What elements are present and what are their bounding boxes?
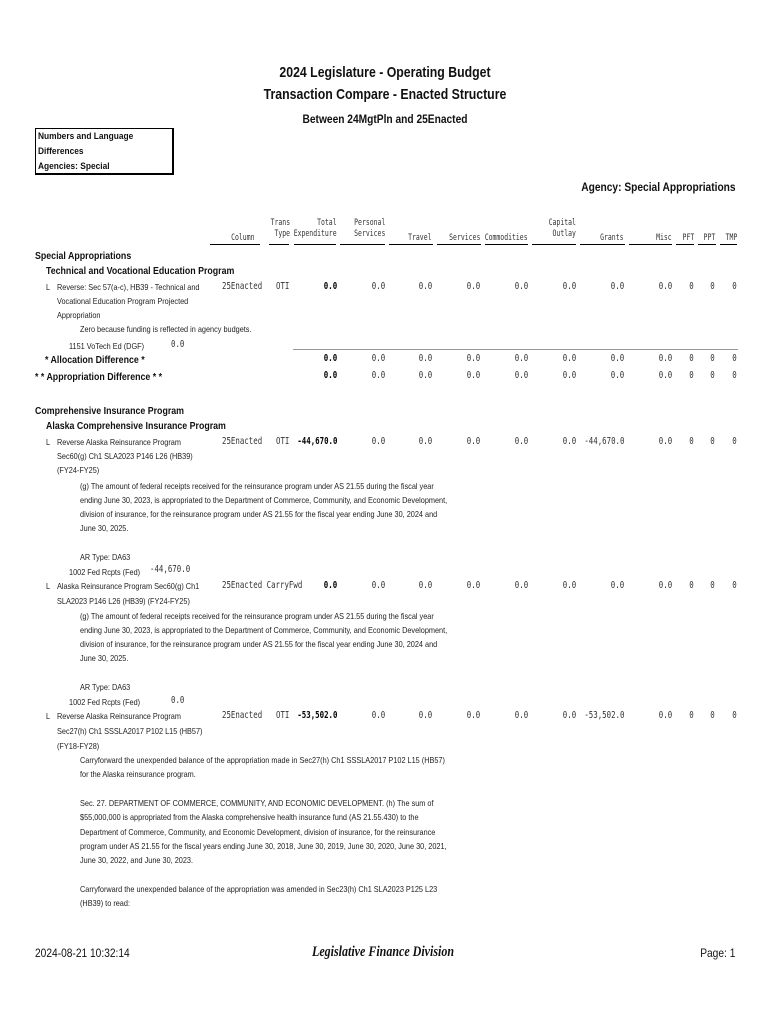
footer-timestamp: 2024-08-21 10:32:14 [35, 946, 130, 960]
fund-label: 1151 VoTech Ed (DGF) [69, 341, 145, 351]
value-cell: 0.0 [610, 353, 624, 364]
ar-type: AR Type: DA63 [80, 552, 131, 562]
tx-para-line: for the Alaska reinsurance program. [80, 769, 196, 779]
value-cell: 0.0 [610, 370, 624, 381]
header-underline [340, 244, 385, 245]
filter-line-1: Numbers and Language [38, 131, 134, 142]
footer-page: Page: 1 [699, 946, 735, 960]
value-cell: 0.0 [466, 710, 480, 721]
appropriation-difference-label: * * Appropriation Difference * * [35, 371, 163, 383]
tx-type: OTI [276, 281, 290, 292]
col-column: Column [231, 233, 255, 243]
value-cell: 0.0 [371, 353, 385, 364]
tx-para-line: $55,000,000 is appropriated from the Alaska comprehensive health insurance fund (AS 21.55.430) to the [80, 812, 419, 822]
tx-desc: Sec60(g) Ch1 SLA2023 P146 L26 (HB39) [57, 451, 193, 461]
value-cell: 0 [689, 710, 694, 721]
header-underline [294, 244, 336, 245]
value-cell: 0.0 [418, 580, 432, 591]
header-underline [580, 244, 625, 245]
header-underline [698, 244, 716, 245]
value-cell: -53,502.0 [583, 710, 624, 721]
value-cell: 0.0 [466, 281, 480, 292]
tx-type: OTI [276, 710, 290, 721]
tx-desc: (FY24-FY25) [57, 465, 100, 475]
value-cell: -44,670.0 [296, 436, 337, 447]
value-cell: 0 [732, 370, 737, 381]
report-title-line1: 2024 Legislature - Operating Budget [279, 64, 491, 81]
value-cell: 0.0 [658, 353, 672, 364]
value-cell: 0.0 [610, 580, 624, 591]
col-outlay-label: Outlay [552, 229, 576, 239]
value-cell: 0.0 [658, 710, 672, 721]
col-travel: Travel [408, 233, 432, 243]
value-cell: 0.0 [514, 281, 528, 292]
col-commodities: Commodities [485, 233, 528, 243]
tx-note: Zero because funding is reflected in agency budgets. [80, 324, 252, 334]
value-cell: 0 [732, 281, 737, 292]
col-misc: Misc [656, 233, 672, 243]
footer-division: Legislative Finance Division [312, 944, 454, 960]
tx-desc: (FY18-FY28) [57, 741, 100, 751]
value-cell: 0.0 [418, 281, 432, 292]
line-flag: L [46, 711, 51, 721]
value-cell: 0.0 [323, 580, 337, 591]
col-expenditure-label: Expenditure [294, 229, 337, 239]
fund-label: 1002 Fed Rcpts (Fed) [69, 697, 141, 707]
value-cell: 0.0 [466, 436, 480, 447]
value-cell: 0 [689, 370, 694, 381]
subtotal-rule [293, 349, 738, 350]
section-special-appropriations: Special Appropriations [35, 250, 132, 262]
ar-type: AR Type: DA63 [80, 682, 131, 692]
value-cell: 0.0 [418, 710, 432, 721]
value-cell: 0 [689, 353, 694, 364]
allocation-acip: Alaska Comprehensive Insurance Program [46, 420, 226, 432]
value-cell: 0 [710, 353, 715, 364]
tx-para-line: June 30, 2025. [80, 523, 129, 533]
value-cell: 0 [710, 710, 715, 721]
tx-para-line: ending June 30, 2023, is appropriated to the Department of Commerce, Community, and Economic Development, [80, 625, 448, 635]
value-cell: 0 [710, 370, 715, 381]
filter-line-3: Agencies: Special [38, 161, 110, 172]
tx-para-line: (HB39) to read: [80, 898, 130, 908]
section-cip: Comprehensive Insurance Program [35, 405, 185, 417]
col-tmp: TMP [725, 233, 737, 243]
tx-column: 25Enacted [222, 436, 263, 447]
value-cell: 0.0 [610, 281, 624, 292]
value-cell: 0.0 [323, 353, 337, 364]
value-cell: 0.0 [514, 580, 528, 591]
col-services: Services [448, 233, 480, 243]
header-underline [437, 244, 481, 245]
value-cell: 0.0 [514, 710, 528, 721]
tx-column: 25Enacted CarryFwd [222, 580, 303, 591]
value-cell: 0.0 [562, 281, 576, 292]
value-cell: 0.0 [371, 281, 385, 292]
col-total-label: Total [317, 218, 337, 228]
col-capital-label: Capital [548, 218, 576, 228]
value-cell: 0 [689, 281, 694, 292]
col-capital-outlay [549, 218, 576, 240]
value-cell: 0.0 [466, 353, 480, 364]
report-subtitle: Between 24MgtPln and 25Enacted [302, 112, 468, 126]
header-underline [629, 244, 672, 245]
value-cell: 0.0 [562, 580, 576, 591]
tx-desc: Reverse Alaska Reinsurance Program [57, 711, 181, 721]
value-cell: 0.0 [658, 370, 672, 381]
col-grants: Grants [600, 233, 624, 243]
tx-desc: SLA2023 P146 L26 (HB39) (FY24-FY25) [57, 596, 190, 606]
tx-para-line: (g) The amount of federal receipts received for the reinsurance program under AS 21.55 during the fiscal year [80, 611, 434, 621]
col-pft: PFT [682, 233, 694, 243]
header-underline [532, 244, 576, 245]
value-cell: 0.0 [466, 370, 480, 381]
fund-value: 0.0 [171, 339, 185, 350]
value-cell: 0 [689, 436, 694, 447]
value-cell: 0.0 [514, 370, 528, 381]
tx-para-line: division of insurance, for the reinsurance program under AS 21.55 for the fiscal year ending June 30, 2024 and [80, 639, 438, 649]
value-cell: 0.0 [418, 436, 432, 447]
value-cell: 0.0 [371, 436, 385, 447]
tx-para-line: Sec. 27. DEPARTMENT OF COMMERCE, COMMUNITY, AND ECONOMIC DEVELOPMENT. (h) The sum of [80, 798, 434, 808]
value-cell: -44,670.0 [583, 436, 624, 447]
header-underline [389, 244, 433, 245]
tx-column: 25Enacted [222, 281, 263, 292]
tx-column: 25Enacted [222, 710, 263, 721]
tx-para-line: ending June 30, 2023, is appropriated to the Department of Commerce, Community, and Economic Development, [80, 495, 448, 505]
tx-para-line: program under AS 21.55 for the fiscal years ending June 30, 2018, June 30, 2019, June 30, 2020, June 30, 2021, [80, 841, 447, 851]
value-cell: 0 [732, 580, 737, 591]
header-underline [676, 244, 694, 245]
value-cell: 0 [689, 580, 694, 591]
col-services-label: Services [353, 229, 385, 239]
agency-heading: Agency: Special Appropriations [581, 180, 736, 194]
col-type-label: Type [274, 229, 290, 239]
value-cell: 0.0 [658, 281, 672, 292]
col-trans-label: Trans [270, 218, 290, 228]
allocation-tvep: Technical and Vocational Education Program [46, 265, 235, 277]
value-cell: 0.0 [466, 580, 480, 591]
value-cell: 0.0 [418, 370, 432, 381]
value-cell: 0.0 [562, 710, 576, 721]
tx-desc: Reverse: Sec 57(a-c), HB39 - Technical and [57, 282, 200, 292]
tx-para-line: June 30, 2022, and June 30, 2023. [80, 855, 193, 865]
tx-desc: Appropriation [57, 310, 101, 320]
tx-para-line: June 30, 2025. [80, 653, 129, 663]
filter-box [35, 128, 174, 175]
header-underline [720, 244, 737, 245]
value-cell: 0.0 [562, 436, 576, 447]
value-cell: 0.0 [323, 370, 337, 381]
col-personal-label: Personal [353, 218, 385, 228]
col-personal-services [354, 218, 385, 240]
allocation-difference-label: * Allocation Difference * [45, 354, 145, 366]
tx-para-line: division of insurance, for the reinsurance program under AS 21.55 for the fiscal year ending June 30, 2024 and [80, 509, 438, 519]
tx-para-line: Carryforward the unexpended balance of the appropriation was amended in Sec23(h) Ch1 SLA2023 P125 L23 [80, 884, 438, 894]
fund-value: -44,670.0 [150, 564, 191, 575]
value-cell: 0 [710, 281, 715, 292]
tx-desc: Vocational Education Program Projected [57, 296, 189, 306]
value-cell: 0.0 [418, 353, 432, 364]
tx-type: OTI [276, 436, 290, 447]
value-cell: 0.0 [562, 353, 576, 364]
fund-label: 1002 Fed Rcpts (Fed) [69, 567, 141, 577]
line-flag: L [46, 282, 51, 292]
line-flag: L [46, 437, 51, 447]
fund-value: 0.0 [171, 695, 185, 706]
tx-para-line: Department of Commerce, Community, and Economic Development, division of insurance, for the reinsurance [80, 827, 436, 837]
col-total-expenditure [294, 218, 337, 240]
value-cell: 0.0 [658, 580, 672, 591]
value-cell: 0.0 [514, 436, 528, 447]
tx-para-line: Carryforward the unexpended balance of the appropriation made in Sec27(h) Ch1 SSSLA2017 P102 L15 (HB57) [80, 755, 445, 765]
tx-para-line: (g) The amount of federal receipts received for the reinsurance program under AS 21.55 during the fiscal year [80, 481, 434, 491]
value-cell: 0 [732, 710, 737, 721]
value-cell: 0.0 [371, 710, 385, 721]
value-cell: 0 [732, 436, 737, 447]
value-cell: 0 [732, 353, 737, 364]
value-cell: 0.0 [371, 580, 385, 591]
tx-desc: Reverse Alaska Reinsurance Program [57, 437, 181, 447]
header-underline [269, 244, 289, 245]
value-cell: 0.0 [323, 281, 337, 292]
value-cell: 0.0 [562, 370, 576, 381]
value-cell: 0.0 [371, 370, 385, 381]
value-cell: 0 [710, 580, 715, 591]
tx-desc: Sec27(h) Ch1 SSSLA2017 P102 L15 (HB57) [57, 726, 203, 736]
value-cell: 0 [710, 436, 715, 447]
value-cell: 0.0 [514, 353, 528, 364]
value-cell: -53,502.0 [296, 710, 337, 721]
col-ppt: PPT [703, 233, 715, 243]
line-flag: L [46, 581, 51, 591]
col-trans-type [270, 218, 290, 240]
report-title-line2: Transaction Compare - Enacted Structure [263, 86, 507, 103]
filter-line-2: Differences [38, 146, 84, 157]
header-underline [485, 244, 528, 245]
value-cell: 0.0 [658, 436, 672, 447]
tx-desc: Alaska Reinsurance Program Sec60(g) Ch1 [57, 581, 200, 591]
header-underline [210, 244, 260, 245]
